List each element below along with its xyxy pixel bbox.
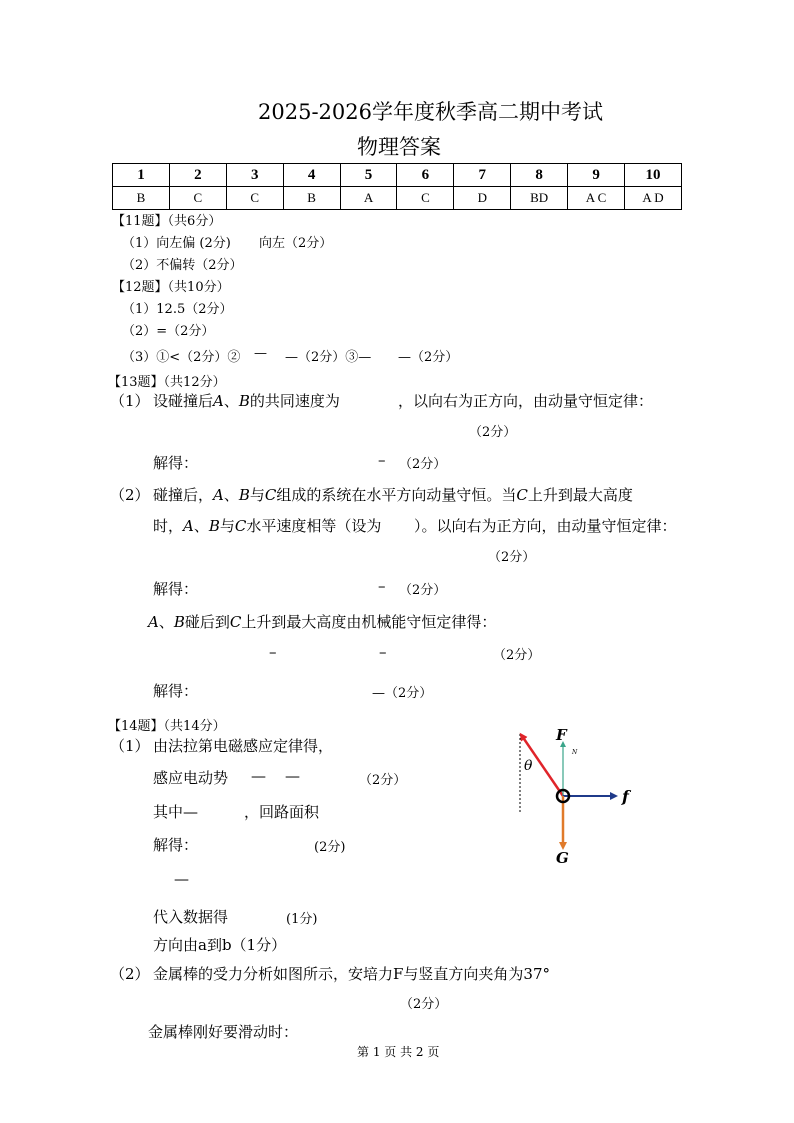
question-number: 7 [454,164,511,187]
answer-cell: C [169,187,226,210]
answer-table-header-row [113,164,682,187]
q12-heading: 【12题】（共10分） [112,280,230,295]
question-number: 10 [625,164,682,187]
question-number: 4 [283,164,340,187]
q14-where-b: ，回路面积 [244,803,320,821]
q11-heading: 【11题】（共6分） [112,214,222,229]
q12-line3c: —（2分）③— [285,350,372,365]
question-number: 2 [169,164,226,187]
q13-part2-line2 [153,515,381,536]
label-F: F [556,726,567,744]
q13-text: 、 [158,613,174,631]
q11-line1: （1）向左偏 (2分) [122,236,231,251]
q14-part2-text: 金属棒的受力分析如图所示，安培力F与竖直方向夹角为37° [153,965,550,983]
q13-part1-solve: 解得： [153,454,199,472]
q14-emf-dash1: — [251,767,266,785]
q13-text: 、 [193,517,209,535]
q14-sub-text: 代入数据得 [153,908,229,926]
q13-text: 上升到最大高度 [527,486,633,504]
var-B: B [238,486,250,504]
q13-part3-result: —（2分） [372,686,433,701]
var-A: A [148,613,159,631]
label-N: N [572,749,578,756]
answer-cell: D [454,187,511,210]
q14-emf-dash2: — [285,767,300,785]
q13-text: 上升到最大高度由机械能守恒定律得： [241,613,497,631]
q13-part1-number: （1） [110,392,150,410]
q14-slide-text: 金属棒刚好要滑动时： [148,1023,299,1041]
answer-cell: A [340,187,397,210]
q14-frac-dash: — [174,870,189,888]
q12-line1: （1）12.5（2分） [122,302,233,317]
q13-part3-solve: 解得： [153,682,199,700]
var-C: C [234,517,247,535]
answer-cell: C [397,187,454,210]
q13-text: 时， [153,517,184,535]
q13-part2-line1 [153,484,633,505]
q13-heading: 【13题】（共12分） [108,375,226,390]
var-B: B [173,613,185,631]
q13-text: 水平速度相等（设为 [246,517,382,535]
answer-table [112,163,682,210]
label-G: G [556,849,569,867]
q13-text: 与 [249,486,265,504]
q13-part1-text2: ，以向右为正方向，由动量守恒定律： [398,392,654,410]
q12-line2: （2）=（2分） [122,324,215,339]
q13-text: 、 [223,392,239,410]
q13-text: 、 [223,486,239,504]
answer-cell: B [283,187,340,210]
q13-part3-line [148,611,496,632]
q13-part2-score: （2分） [488,550,536,565]
answer-cell: BD [511,187,568,210]
q13-text: 的共同速度为 [249,392,340,410]
page-subtitle: 物理答案 [357,135,441,159]
var-B: B [208,517,220,535]
q13-part2-solve: 解得： [153,580,199,598]
q12-line3a: （3）①<（2分）② [122,350,241,365]
q13-part2-solve-score: （2分） [399,583,447,598]
q14-part2-number: （2） [110,965,150,983]
q14-emf-score: （2分） [359,773,407,788]
question-number: 9 [568,164,625,187]
q13-text: 组成的系统在水平方向动量守恒。当 [276,486,517,504]
question-number: 5 [340,164,397,187]
answer-cell: B [113,187,170,210]
answer-table-answer-row [113,187,682,210]
q14-part1-number: （1） [110,737,150,755]
q13-part1-solve-score: （2分） [399,457,447,472]
q13-text: 碰后到 [184,613,230,631]
var-B: B [238,392,250,410]
q12-line3d: —（2分） [398,350,459,365]
q13-part2-number: （2） [110,486,150,504]
var-A: A [183,517,194,535]
q14-solve-score: (2分) [314,840,346,855]
q13-part1-dash: – [378,451,386,469]
q14-solve: 解得： [153,836,199,854]
q13-text: 与 [219,517,235,535]
var-A: A [213,392,224,410]
var-C: C [264,486,277,504]
q13-part3-dash1: – [269,643,277,661]
var-C: C [516,486,528,504]
q13-part3-score: （2分） [493,648,541,663]
q14-part2-score: （2分） [400,997,448,1012]
page-title: 2025-2026学年度秋季高二期中考试 [258,100,603,124]
var-C: C [229,613,242,631]
q13-part1-score: （2分） [469,425,517,440]
q14-emf-label: 感应电动势 [153,769,229,787]
var-A: A [213,486,224,504]
q14-where-a: 其中— [153,803,199,821]
q14-direction: 方向由a到b（1分） [153,936,287,954]
q11-line1b: 向左（2分） [259,236,333,251]
q13-part2-dash: – [378,577,386,595]
page-footer: 第 1 页 共 2 页 [357,1045,440,1059]
q11-line2: （2）不偏转（2分） [122,258,243,273]
question-number: 3 [226,164,283,187]
q14-part1-text: 由法拉第电磁感应定律得， [153,737,334,755]
force-diagram [505,722,655,872]
q13-part2-line2b: ）。以向右为正方向，由动量守恒定律： [414,517,677,535]
label-theta: θ [524,758,533,774]
answer-cell: A D [625,187,682,210]
question-number: 8 [511,164,568,187]
q13-text: 碰撞后， [153,486,214,504]
q12-line3b: — [254,346,267,361]
q13-text: 设碰撞后 [153,392,214,410]
answer-cell: A C [568,187,625,210]
answer-cell: C [226,187,283,210]
label-f: f [622,787,629,806]
question-number: 6 [397,164,454,187]
q13-part3-dash2: – [379,643,387,661]
q14-heading: 【14题】（共14分） [108,719,226,734]
question-number: 1 [113,164,170,187]
q14-sub-score: (1分) [286,912,318,927]
q13-part1-text [153,390,340,411]
